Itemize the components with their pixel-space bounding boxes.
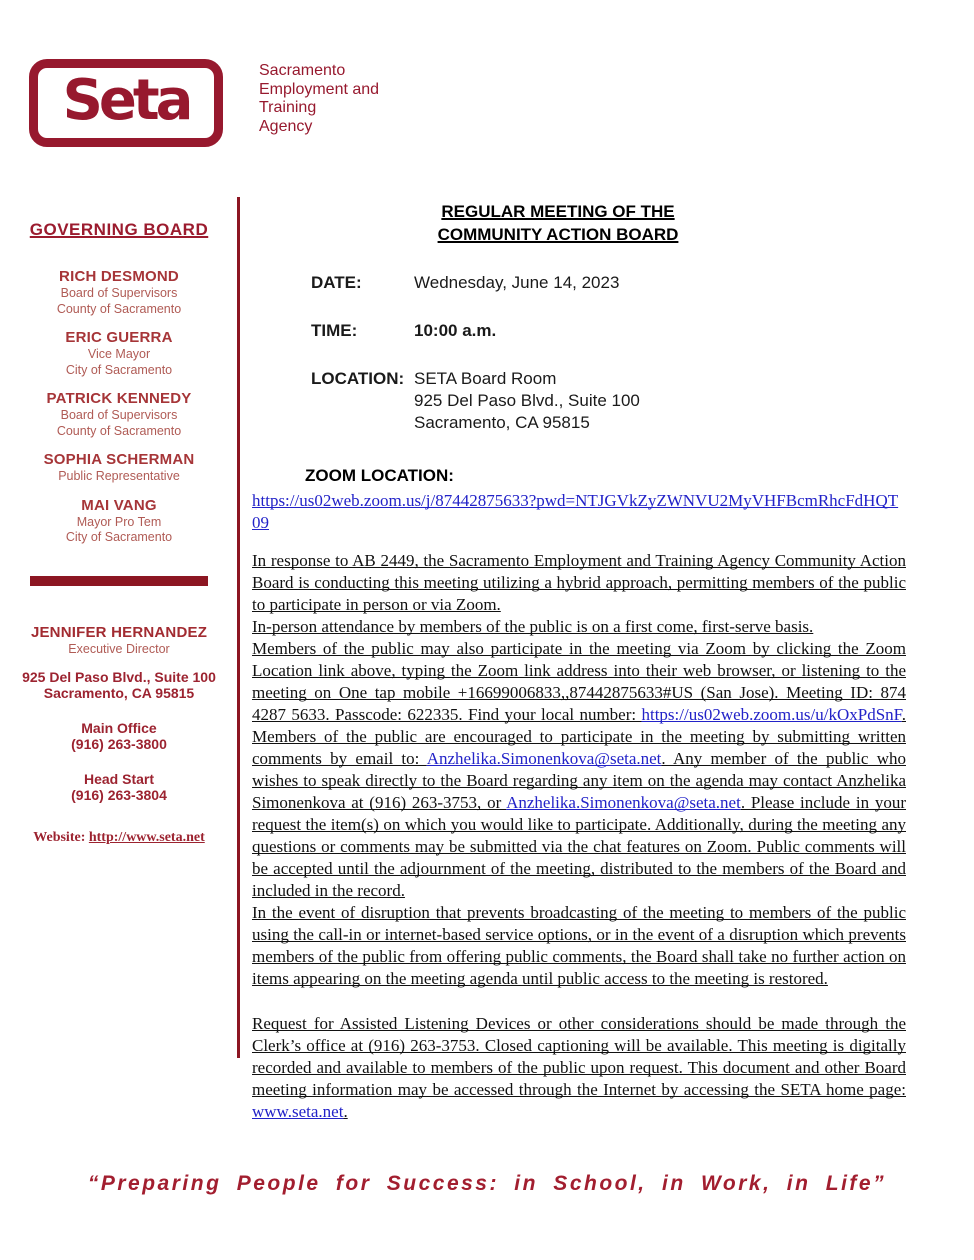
body-paragraph xyxy=(252,616,906,638)
paragraph-text: In the event of disruption that prevents broadcasting of the meeting to members of the public using the call-in or internet-based service options, or in the event of a disruption which prevents members of the public from offering public comments, the Board shall take no further action on items appearing on the meeting agenda until public access to the meeting is restored. xyxy=(252,903,906,988)
governing-board-heading: GOVERNING BOARD xyxy=(29,220,209,239)
board-member xyxy=(12,451,226,485)
board-member xyxy=(12,497,226,546)
zoom-location-heading: ZOOM LOCATION: xyxy=(305,466,454,485)
board-member xyxy=(12,390,226,439)
body-paragraphs xyxy=(252,550,906,1123)
location-line: SETA Board Room xyxy=(414,369,557,388)
date-value: Wednesday, June 14, 2023 xyxy=(414,273,620,292)
zoom-meeting-link[interactable]: https://us02web.zoom.us/j/87442875633?pwd=NTJGVkZyZWNVU2MyVHFBcmRhcFdHQT09 xyxy=(252,491,899,532)
agency-name-line: Training xyxy=(259,99,317,116)
body-paragraph xyxy=(252,902,906,990)
paragraph-text: In-person attendance by members of the public is on a first come, first-serve basis. xyxy=(252,617,814,636)
member-name: ERIC GUERRA xyxy=(65,329,173,346)
time-row xyxy=(311,320,906,342)
location-value xyxy=(414,368,906,434)
agency-name-line: Employment and xyxy=(259,80,380,98)
footer-quote: “Preparing People for Success: in School, in Work, in Life” xyxy=(87,1172,887,1195)
vertical-divider xyxy=(237,197,240,1058)
paragraph-text: . Please include in your request the item(s) on which you would like to participate. Additionally, during the meeting any questions or comments may be submitted via the chat features on Zoom. Public comments will be accepted until the adjournment of the meeting, distributed to the members of the Board and included in the record. xyxy=(252,793,907,900)
paragraph-text: Request for Assisted Listening Devices or other considerations should be made through the Clerk’s office at (916) 263-3753. Closed captioning will be available. This meeting is digitally recorded and available to members of the public upon request. This document and other Board meeting information may be accessed through the Internet by accessing the SETA home page: xyxy=(252,1014,906,1099)
time-value: 10:00 a.m. xyxy=(414,321,497,340)
website-label: Website: xyxy=(33,829,86,845)
page-title-line: REGULAR MEETING OF THE xyxy=(441,202,675,221)
agency-name-line: Agency xyxy=(259,117,313,135)
sidebar-address xyxy=(12,669,226,702)
member-title: City of Sacramento xyxy=(65,362,173,377)
location-row xyxy=(311,368,906,434)
page-title-line: COMMUNITY ACTION BOARD xyxy=(437,225,679,244)
seta-logo-text: Seta xyxy=(62,68,190,133)
meeting-details xyxy=(252,272,906,434)
agency-name xyxy=(259,62,379,136)
page-title xyxy=(252,200,864,246)
board-member xyxy=(12,329,226,378)
member-title: County of Sacramento xyxy=(56,423,182,438)
inline-link[interactable]: Anzhelika.Simonenkova@seta.net xyxy=(506,793,741,812)
body-paragraph xyxy=(252,1013,906,1123)
inline-link[interactable]: www.seta.net xyxy=(252,1102,344,1121)
date-row xyxy=(311,272,906,294)
location-line: Sacramento, CA 95815 xyxy=(414,413,590,432)
contact-head-start xyxy=(12,771,226,804)
director-name: JENNIFER HERNANDEZ xyxy=(30,623,208,641)
location-label: LOCATION: xyxy=(311,369,405,388)
paragraph-text: . Members of the public are encouraged to participate in the meeting by submitting written comments by email to: xyxy=(252,705,906,768)
address-line: 925 Del Paso Blvd., Suite 100 xyxy=(22,668,216,685)
member-title: Mayor Pro Tem xyxy=(76,514,162,529)
time-label: TIME: xyxy=(311,321,358,340)
date-label: DATE: xyxy=(311,273,362,292)
sidebar xyxy=(12,220,226,846)
contact-phone: (916) 263-3804 xyxy=(71,787,167,803)
member-title: Vice Mayor xyxy=(87,347,151,361)
contact-main-office xyxy=(12,720,226,753)
member-name: PATRICK KENNEDY xyxy=(46,390,192,407)
inline-link[interactable]: https://us02web.zoom.us/u/kOxPdSnF xyxy=(641,705,902,724)
agency-name-line: Sacramento xyxy=(259,62,346,79)
board-member xyxy=(12,268,226,317)
seta-logo xyxy=(29,59,223,147)
website-line xyxy=(12,830,226,846)
paragraph-text: . Any member of the public who wishes to speak directly to the Board regarding any item on the agenda may contact Anzhelika Simonenkova at (916) 263-3753, or xyxy=(252,749,906,812)
main-content xyxy=(252,200,906,1123)
member-name: SOPHIA SCHERMAN xyxy=(43,451,195,468)
contact-label: Main Office xyxy=(81,719,157,736)
member-title: County of Sacramento xyxy=(56,301,182,316)
member-title: City of Sacramento xyxy=(65,530,173,544)
member-title: Board of Supervisors xyxy=(60,286,178,300)
contact-label: Head Start xyxy=(83,770,155,787)
sidebar-divider-bar xyxy=(30,576,208,586)
location-line: 925 Del Paso Blvd., Suite 100 xyxy=(414,391,640,410)
body-paragraph xyxy=(252,638,906,902)
member-title: Public Representative xyxy=(58,469,180,483)
paragraph-text: Members of the public may also participate in the meeting via Zoom by clicking the Zoom Location link above, typing the Zoom link address into their web browser, or listening to the meeting on One tap mobile +16699006833,,87442875633#US (San Jose). Meeting ID: 874 4287 5633. Passcode: 622335. Find your local number: xyxy=(252,639,906,724)
contact-phone: (916) 263-3800 xyxy=(71,736,167,752)
board-member-list xyxy=(12,268,226,546)
website-link[interactable]: http://www.seta.net xyxy=(88,829,205,845)
member-name: RICH DESMOND xyxy=(59,268,179,285)
member-title: Board of Supervisors xyxy=(60,408,178,422)
inline-link[interactable]: Anzhelika.Simonenkova@seta.net xyxy=(426,749,662,768)
director-title: Executive Director xyxy=(68,641,170,656)
member-name: MAI VANG xyxy=(81,496,157,514)
address-line: Sacramento, CA 95815 xyxy=(43,685,195,701)
paragraph-text: In response to AB 2449, the Sacramento Employment and Training Agency Community Action Board is conducting this meeting utilizing a hybrid approach, permitting members of the public to participate in person or via Zoom. xyxy=(252,551,906,614)
paragraph-text: . xyxy=(343,1102,348,1121)
body-paragraph xyxy=(252,550,906,616)
